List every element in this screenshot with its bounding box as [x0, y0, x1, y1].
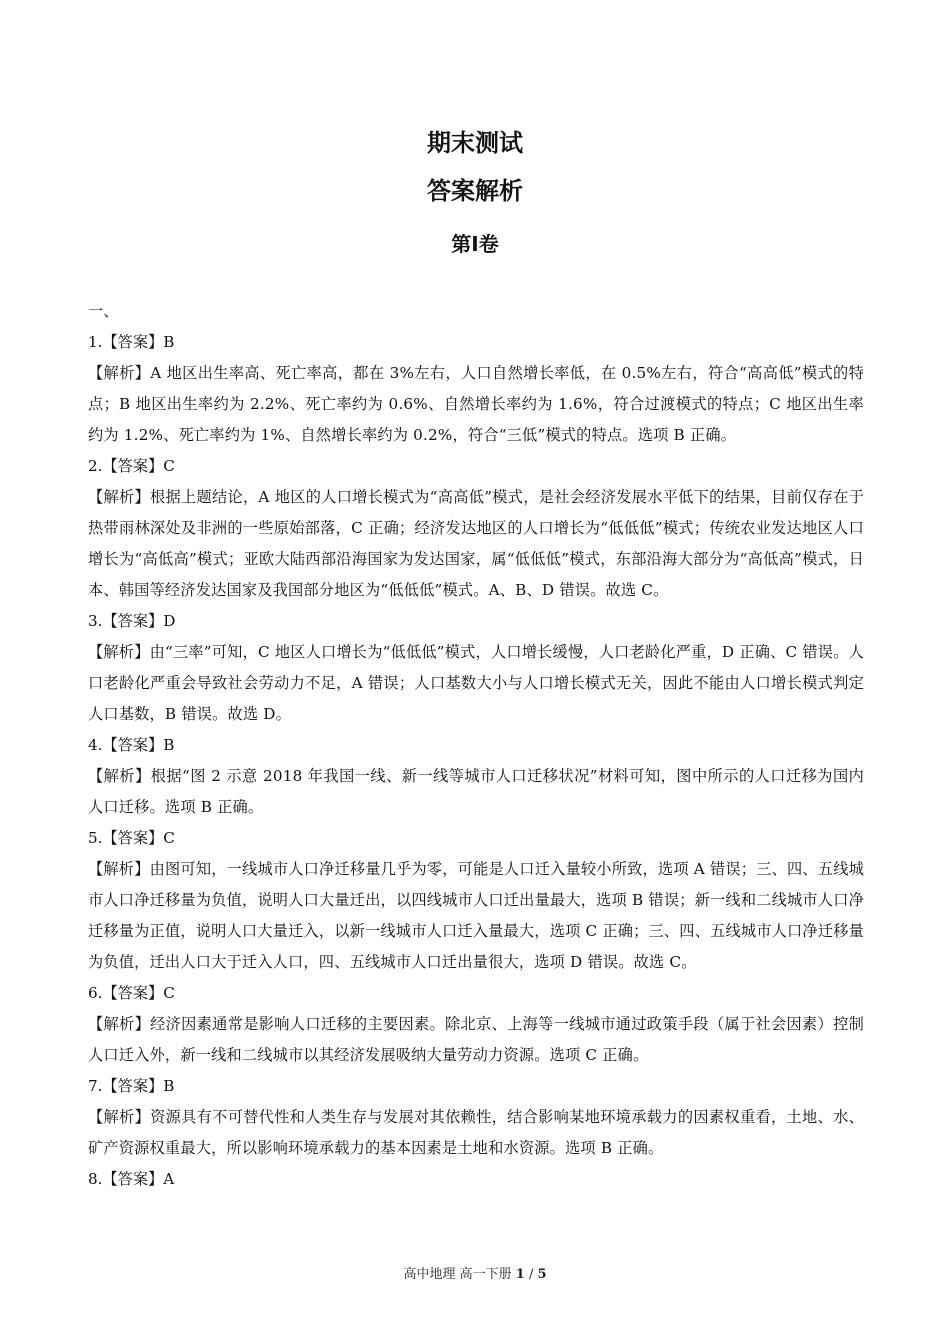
page-number: 1 — [515, 1267, 525, 1282]
analysis-tag: 【解析】 — [88, 364, 151, 382]
question-4 — [88, 730, 864, 823]
analysis-paragraph — [88, 1009, 864, 1071]
analysis-tag: 【解析】 — [88, 860, 150, 878]
question-3 — [88, 606, 864, 730]
analysis-tag: 【解析】 — [88, 1015, 151, 1033]
answer-line: 3.【答案】D — [88, 612, 176, 630]
analysis-text: A 地区出生率高、死亡率高，都在 3%左右，人口自然增长率低，在 0.5%左右，符合“高高低”模式的特点；B 地区出生率约为 2.2%、死亡率约为 0.6%、自然增长率约为 1.6%，符合过渡模式的特点；C 地区出生率约为 1.2%、死亡率约为 1%、自然增长率约为 0.2%，符合“三低”模式的特点。选项 B 正确。 — [88, 364, 864, 444]
analysis-text: 经济因素通常是影响人口迁移的主要因素。除北京、上海等一线城市通过政策手段（属于社会因素）控制人口迁入外，新一线和二线城市以其经济发展吸纳大量劳动力资源。选项 C 正确。 — [88, 1015, 864, 1064]
question-2 — [88, 451, 864, 606]
answer-line: 2.【答案】C — [88, 457, 175, 475]
answer-line: 6.【答案】C — [88, 984, 175, 1002]
answer-body — [88, 296, 864, 1195]
analysis-text: 由“三率”可知，C 地区人口增长为“低低低”模式，人口增长缓慢，人口老龄化严重，D 正确、C 错误。人口老龄化严重会导致社会劳动力不足，A 错误；人口基数大小与人口增长模式无关，因此不能由人口增长模式判定人口基数，B 错误。故选 D。 — [88, 643, 864, 723]
page-total: 5 — [537, 1267, 547, 1282]
analysis-paragraph — [88, 854, 864, 978]
page-separator: / — [524, 1267, 538, 1282]
section-label: 一、 — [88, 302, 119, 320]
analysis-paragraph — [88, 637, 864, 730]
analysis-paragraph — [88, 761, 864, 823]
analysis-text: 根据“图 2 示意 2018 年我国一线、新一线等城市人口迁移状况”材料可知，图中所示的人口迁移为国内人口迁移。选项 B 正确。 — [88, 767, 864, 816]
question-1 — [88, 327, 864, 451]
document-title: 期末测试 — [427, 129, 523, 157]
footer-text: 高中地理 高一下册 — [403, 1267, 512, 1282]
analysis-tag: 【解析】 — [88, 488, 150, 506]
analysis-tag: 【解析】 — [88, 1108, 151, 1126]
question-6 — [88, 978, 864, 1071]
answer-line: 1.【答案】B — [88, 333, 175, 351]
analysis-text: 由图可知，一线城市人口净迁移量几乎为零，可能是人口迁入量较小所致，选项 A 错误；三、四、五线城市人口净迁移量为负值，说明人口大量迁出，以四线城市人口迁出量最大，选项 B 错误；新一线和二线城市人口净迁移量为正值，说明人口大量迁入，以新一线城市人口迁入量最大，选项 C 正确；三、四、五线城市人口净迁移量为负值，迁出人口大于迁入人口，四、五线城市人口迁出量很大，选项 D 错误。故选 C。 — [88, 860, 864, 971]
analysis-text: 资源具有不可替代性和人类生存与发展对其依赖性，结合影响某地环境承载力的因素权重看，土地、水、矿产资源权重最大，所以影响环境承载力的基本因素是土地和水资源。选项 B 正确。 — [88, 1108, 864, 1157]
analysis-paragraph — [88, 482, 864, 606]
analysis-paragraph — [88, 1102, 864, 1164]
question-5 — [88, 823, 864, 978]
analysis-text: 根据上题结论，A 地区的人口增长模式为“高高低”模式，是社会经济发展水平低下的结果，目前仅存在于热带雨林深处及非洲的一些原始部落，C 正确；经济发达地区的人口增长为“低低低”模式；传统农业发达地区人口增长为“高低高”模式；亚欧大陆西部沿海国家为发达国家，属“低低低”模式，东部沿海大部分为“高低高”模式，日本、韩国等经济发达国家及我国部分地区为“低低低”模式。A、B、D 错误。故选 C。 — [88, 488, 864, 599]
analysis-paragraph — [88, 358, 864, 451]
answer-line: 7.【答案】B — [88, 1077, 175, 1095]
question-7 — [88, 1071, 864, 1164]
answer-line: 4.【答案】B — [88, 736, 175, 754]
document-subtitle: 答案解析 — [427, 177, 523, 205]
part-title: 第Ⅰ卷 — [451, 232, 499, 256]
analysis-tag: 【解析】 — [88, 643, 150, 661]
page-footer — [0, 1263, 950, 1282]
answer-line: 5.【答案】C — [88, 829, 175, 847]
analysis-tag: 【解析】 — [88, 767, 151, 785]
question-8 — [88, 1164, 864, 1195]
answer-line: 8.【答案】A — [88, 1170, 175, 1188]
